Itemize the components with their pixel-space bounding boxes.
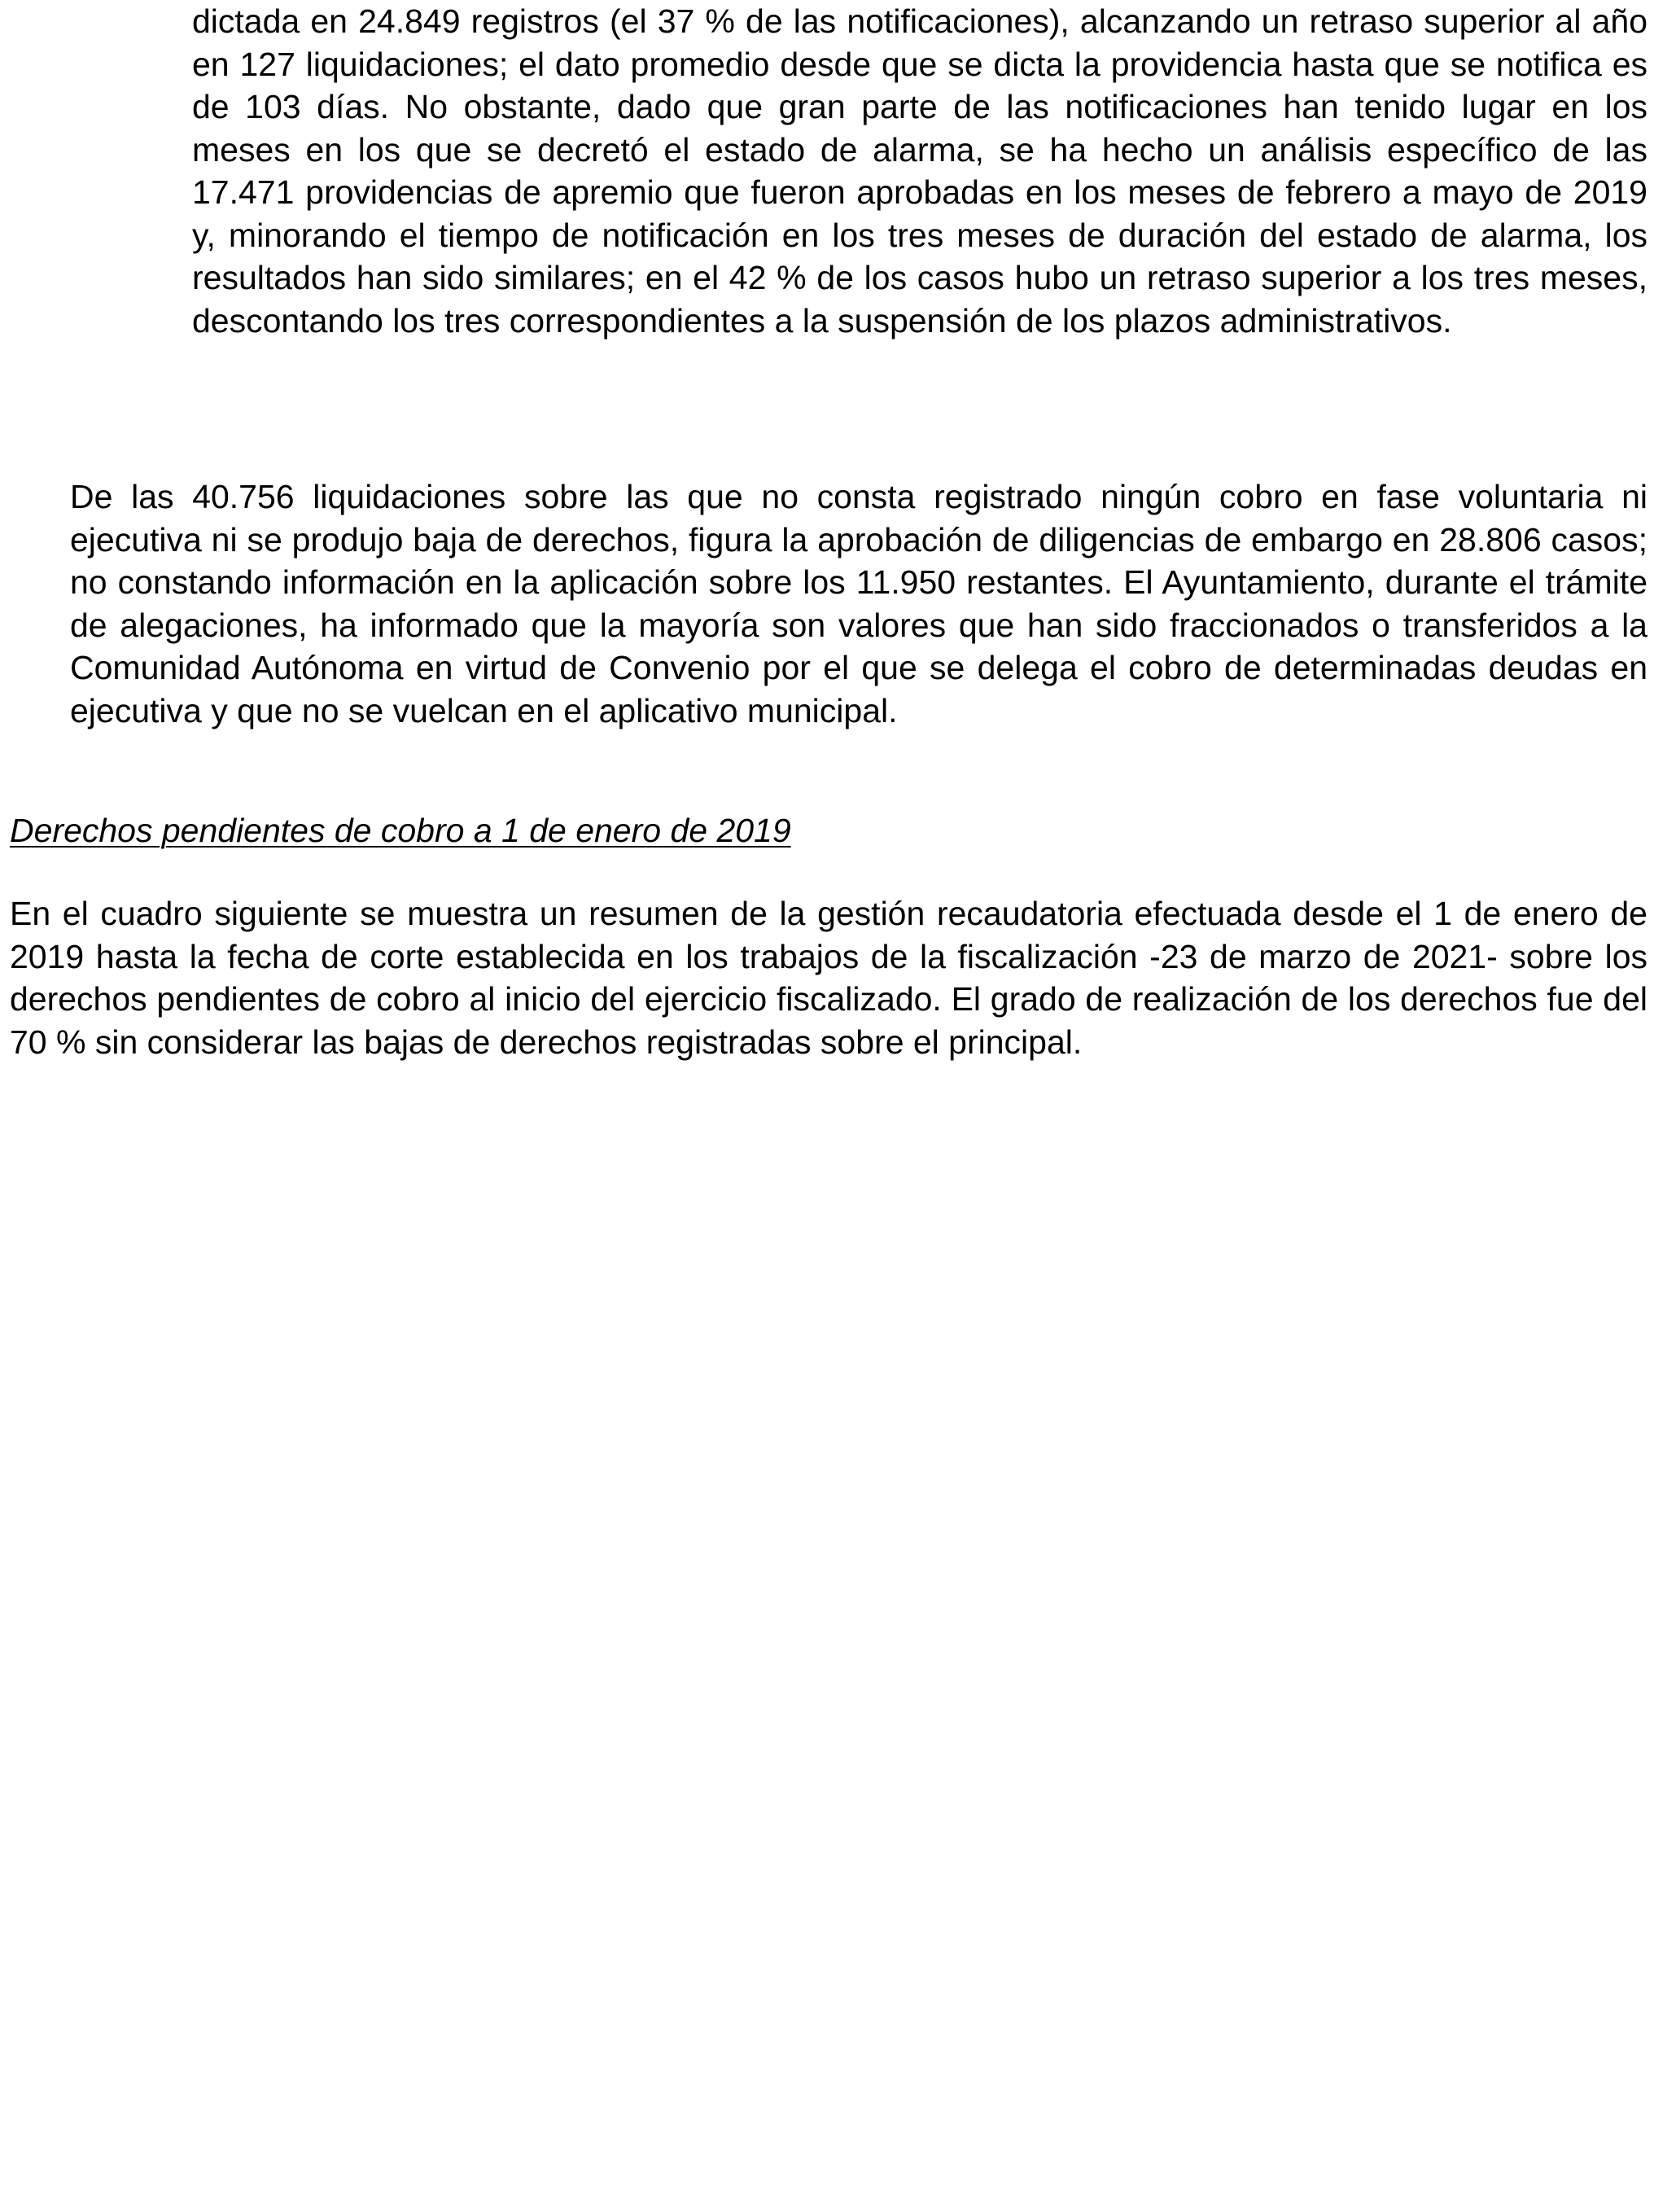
- paragraph-resumen-gestion: En el cuadro siguiente se muestra un resumen de la gestión recaudatoria efectuada desde el 1 de enero de 2019 hasta la fecha de corte establecida en los trabajos de la fiscalización -23 de marzo de 2021- sobre los derechos pendientes de cobro al inicio del ejercicio fiscalizado. El grado de realización de los derechos fue del 70 % sin considerar las bajas de derechos registradas sobre el principal.: [10, 895, 1647, 1061]
- section-heading-derechos-pendientes: Derechos pendientes de cobro a 1 de enero de 2019: [10, 812, 791, 849]
- paragraph-continued-notificaciones: dictada en 24.849 registros (el 37 % de las notificaciones), alcanzando un retraso superior al año en 127 liquidaciones; el dato promedio desde que se dicta la providencia hasta que se notifica es de 103 días. No obstante, dado que gran parte de las notificaciones han tenido lugar en los meses en los que se decretó el estado de alarma, se ha hecho un análisis específico de las 17.471 providencias de apremio que fueron aprobadas en los meses de febrero a mayo de 2019 y, minorando el tiempo de notificación en los tres meses de duración del estado de alarma, los resultados han sido similares; en el 42 % de los casos hubo un retraso superior a los tres meses, descontando los tres correspondientes a la suspensión de los plazos administrativos.: [192, 2, 1647, 339]
- paragraph-liquidaciones: De las 40.756 liquidaciones sobre las que no consta registrado ningún cobro en fase voluntaria ni ejecutiva ni se produjo baja de derechos, figura la aprobación de diligencias de embargo en 28.806 casos; no constando información en la aplicación sobre los 11.950 restantes. El Ayuntamiento, durante el trámite de alegaciones, ha informado que la mayoría son valores que han sido fraccionados o transferidos a la Comunidad Autónoma en virtud de Convenio por el que se delega el cobro de determinadas deudas en ejecutiva y que no se vuelcan en el aplicativo municipal.: [70, 478, 1647, 729]
